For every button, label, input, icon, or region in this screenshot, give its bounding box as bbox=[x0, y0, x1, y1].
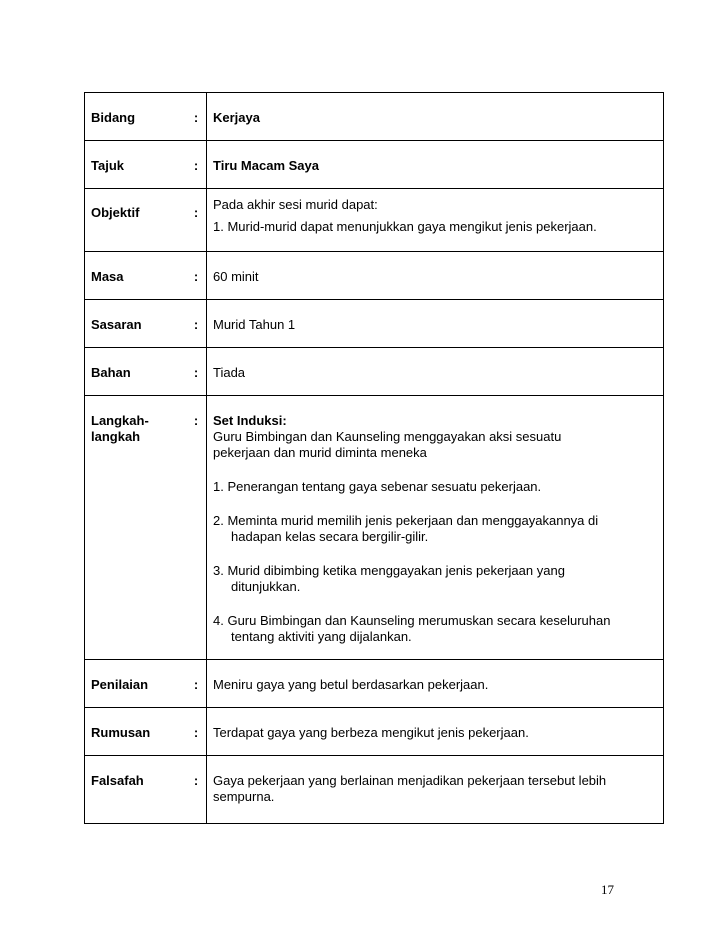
colon-separator: : bbox=[186, 396, 207, 660]
row-label-langkah bbox=[85, 396, 187, 660]
step-item: 1. Penerangan tentang gaya sebenar sesuatu pekerjaan. bbox=[213, 479, 542, 494]
row-value-tajuk: Tiru Macam Saya bbox=[207, 141, 664, 189]
step-item-cont: ditunjukkan. bbox=[231, 579, 301, 594]
intro-line: Guru Bimbingan dan Kaunseling menggayakan aksi sesuatu bbox=[213, 429, 562, 444]
step-item-cont: hadapan kelas secara bergilir-gilir. bbox=[231, 529, 429, 544]
row-value-masa: 60 minit bbox=[207, 252, 664, 300]
colon-separator: : bbox=[186, 756, 207, 824]
value-line: Gaya pekerjaan yang berlainan menjadikan pekerjaan tersebut lebih bbox=[213, 773, 607, 788]
row-label-bidang: Bidang bbox=[85, 93, 187, 141]
row-label-sasaran: Sasaran bbox=[85, 300, 187, 348]
colon-separator: : bbox=[186, 660, 207, 708]
row-value-penilaian: Meniru gaya yang betul berdasarkan pekerjaan. bbox=[207, 660, 664, 708]
step-item: 3. Murid dibimbing ketika menggayakan jenis pekerjaan yang bbox=[213, 563, 565, 578]
row-label-rumusan: Rumusan bbox=[85, 708, 187, 756]
table-row bbox=[85, 141, 664, 189]
table-row bbox=[85, 708, 664, 756]
objektif-item: 1. Murid-murid dapat menunjukkan gaya mengikut jenis pekerjaan. bbox=[213, 219, 597, 234]
table-row bbox=[85, 756, 664, 824]
label-line: langkah bbox=[91, 429, 141, 444]
colon-separator: : bbox=[186, 189, 207, 252]
value-line: sempurna. bbox=[213, 789, 275, 804]
row-value-objektif bbox=[207, 189, 664, 252]
row-label-tajuk: Tajuk bbox=[85, 141, 187, 189]
table-row bbox=[85, 189, 664, 252]
colon-separator: : bbox=[186, 141, 207, 189]
objektif-intro: Pada akhir sesi murid dapat: bbox=[213, 197, 378, 212]
colon-separator: : bbox=[186, 708, 207, 756]
lesson-plan-table bbox=[84, 92, 664, 824]
table-row bbox=[85, 396, 664, 660]
table-row bbox=[85, 252, 664, 300]
step-item: 4. Guru Bimbingan dan Kaunseling merumuskan secara keseluruhan bbox=[213, 613, 611, 628]
row-value-rumusan: Terdapat gaya yang berbeza mengikut jenis pekerjaan. bbox=[207, 708, 664, 756]
row-value-bidang: Kerjaya bbox=[207, 93, 664, 141]
colon-separator: : bbox=[186, 93, 207, 141]
table-row bbox=[85, 300, 664, 348]
colon-separator: : bbox=[186, 252, 207, 300]
row-label-falsafah: Falsafah bbox=[85, 756, 187, 824]
colon-separator: : bbox=[186, 348, 207, 396]
table-row bbox=[85, 660, 664, 708]
row-label-penilaian: Penilaian bbox=[85, 660, 187, 708]
row-label-objektif: Objektif bbox=[85, 189, 187, 252]
row-value-sasaran: Murid Tahun 1 bbox=[207, 300, 664, 348]
step-item-cont: tentang aktiviti yang dijalankan. bbox=[231, 629, 412, 644]
colon-separator: : bbox=[186, 300, 207, 348]
row-value-langkah bbox=[207, 396, 664, 660]
row-value-falsafah bbox=[207, 756, 664, 824]
table-row bbox=[85, 348, 664, 396]
page-number: 17 bbox=[601, 882, 614, 897]
intro-line: pekerjaan dan murid diminta meneka bbox=[213, 445, 427, 460]
label-line: Langkah- bbox=[91, 413, 149, 428]
table-row bbox=[85, 93, 664, 141]
step-item: 2. Meminta murid memilih jenis pekerjaan dan menggayakannya di bbox=[213, 513, 599, 528]
row-label-masa: Masa bbox=[85, 252, 187, 300]
row-value-bahan: Tiada bbox=[207, 348, 664, 396]
row-label-bahan: Bahan bbox=[85, 348, 187, 396]
set-induksi-heading: Set Induksi: bbox=[213, 413, 287, 428]
